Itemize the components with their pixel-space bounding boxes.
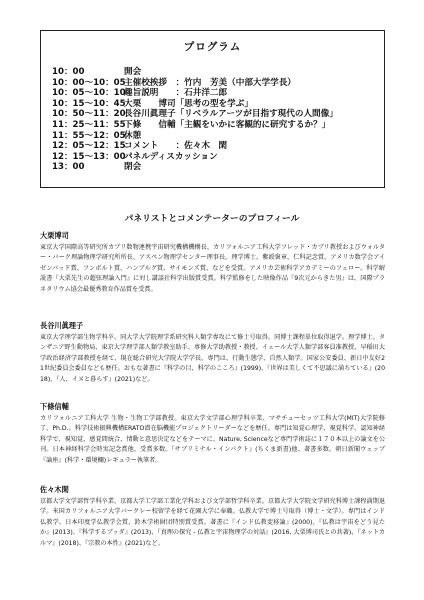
program-row	[52, 99, 382, 110]
program-time: 10：15～10：45	[52, 98, 126, 109]
program-title: プログラム	[183, 41, 242, 53]
program-row	[52, 78, 382, 89]
program-time: 11：25～11：55	[52, 119, 126, 130]
profile-bio: 東京大学理学部生物学科卒、同大学大学院理学系研究科人類学専攻にて修士号取得。同博士課程単位取得退学。理学博士。タンザニア野生動物局、東京大学理学部人類学教室助手、専修大学助教授・教授、イェール大学人類学部客員准教授、早稲田大学政治経済学部教授を経て、現在総合研究大学院大学学長。専門は、行動生態学、自然人類学。国家公安委員、新日中友好21世紀委員会委員なども歴任。おもな著書に『科学の目、科学のこころ』(1999)、『世界は美しくて不思議に満ちている』(2018)、『人、イヌと暮らす』(2021)など。	[40, 334, 385, 383]
program-row	[52, 67, 382, 78]
program-box	[40, 30, 385, 188]
program-item: 主催校挨拶 ：竹内 芳美（中部大学学長）	[124, 77, 296, 88]
profile-name: 大栗博司	[40, 231, 69, 240]
profile-name: 佐々木閑	[40, 485, 69, 494]
program-row	[52, 120, 382, 131]
program-time: 10：00	[52, 67, 85, 77]
profile-shimojo	[40, 402, 385, 466]
program-row	[52, 162, 382, 173]
program-row	[52, 88, 382, 99]
program-item: 下條 信輔「主観をいかに客観的に研究するか？」	[124, 119, 331, 130]
program-time: 10：00～10：05	[52, 77, 126, 88]
profile-name: 長谷川眞理子	[40, 321, 84, 330]
profile-name: 下條信輔	[40, 402, 69, 411]
profile-bio: カリフォルニア工科大学 生物・生物工学部教授。東京大学文学部心理学科卒業、マサチューセッツ工科大学(MIT)大学院修了、Ph.D.。科学技術振興機構ERATO潜在脳機能プロジェクトリーダーなどを歴任。専門は知覚心理学、視覚科学、認知神経科学で、視知覚、感覚間統合、情動と意思決定などをテーマに、Nature, Scienceなど専門学術誌に１７０本以上の論文を公刊。日本神経科学会時実記念賞他、受賞多数。『サブリミナル・インパクト』(ちくま新書)他、著書多数。朝日新聞ウェッブ『論座』(科学・環境欄)レギュラー執筆者。	[40, 415, 385, 464]
program-item: 開会	[124, 67, 142, 77]
program-row	[52, 152, 382, 163]
program-time: 10：05～10：10	[52, 88, 126, 99]
profiles-heading: パネリストとコメンテーターのプロフィール	[124, 214, 300, 224]
program-time: 11：55～12：05	[52, 130, 126, 141]
program-row	[52, 141, 382, 152]
program-row	[52, 131, 382, 142]
program-time: 12：05～12：15	[52, 141, 126, 152]
program-item: パネルディスカッション	[124, 151, 218, 162]
program-time: 12：15～13：00	[52, 151, 126, 162]
program-item: 趣旨説明 ：石井洋二郎	[124, 88, 228, 99]
profile-bio: 東京大学国際高等研究所カブリ数物連携宇宙研究機構機構長、カリフォルニア工科大学フレッド・カブリ教授およびウォルター・バーク理論物理学研究所所長、アスペン物理学センター理事長。理学博士。紫綬褒章、仁科記念賞、アメリカ数学会アイゼンバッド賞、フンボルト賞、ハンブルグ賞、サイモンズ賞、などを受賞。アメリカ芸術科学アカデミーのフェロー。科学解説書『大栗先生の超弦理論入門』に対し講談社科学出版賞受賞。科学監修をした映像作品『9次元からきた男』は、国際プラネタリウム協会最優秀教育作品賞を受賞。	[40, 244, 385, 293]
profile-sasaki	[40, 485, 385, 549]
program-item: 大栗 博司「思考の型を学ぶ」	[124, 98, 253, 109]
profile-ooguri	[40, 231, 385, 295]
program-item: 休憩	[124, 130, 142, 141]
profile-bio: 京都大学文学部哲学科卒業、京都大学工学部工業化学科および文学部哲学科卒業。京都大学大学院文学研究科博士課程満期退学。米国カリフォルニア大学バークレー校留学を経て花園大学に奉職。仏教大学で博士号取得（博士・文学）。専門はインド仏教学。日本印度学仏教学会賞、鈴木学術財団特別賞受賞。著書に『インド仏教変移論』(2000)、『仏教は宇宙をどう見たか』(2013)、『科学するブッダ』(2013)、『真理の探究 - 仏教と宇宙物理学の対話』(2016, 大栗博司氏との共著)、『ネットカルマ』(2018)、『宗教の本性』(2021)など。	[40, 498, 385, 547]
program-list	[52, 67, 382, 173]
program-time: 13：00	[52, 162, 85, 173]
program-item: 閉会	[124, 162, 142, 173]
program-item: 長谷川眞理子「リベラルアーツが目指す現代の人間像」	[124, 109, 338, 120]
program-item: コメント ：佐々木 閑	[124, 141, 228, 152]
program-time: 10：50～11：20	[52, 109, 126, 120]
program-row	[52, 109, 382, 120]
profile-hasegawa	[40, 321, 385, 385]
